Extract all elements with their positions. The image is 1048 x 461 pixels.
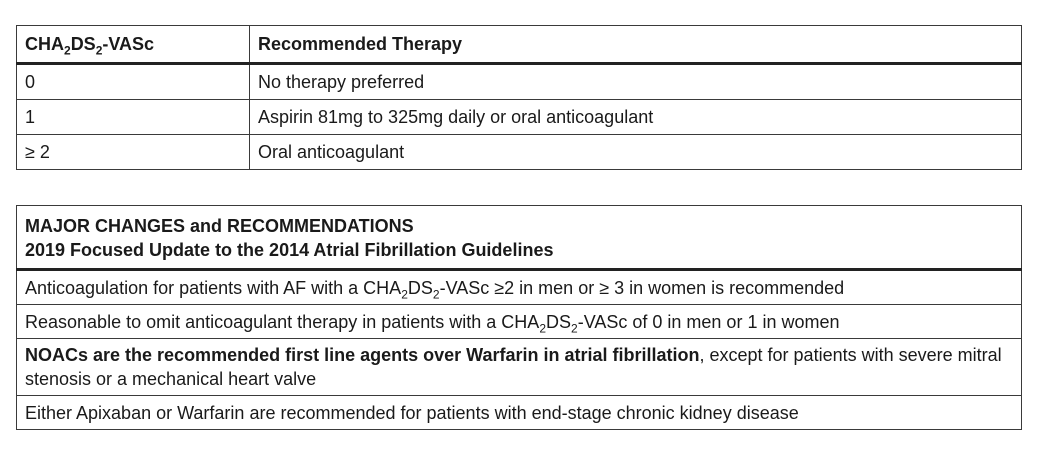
therapy-cell: Oral anticoagulant: [250, 135, 1022, 170]
therapy-by-score-table: [16, 25, 1022, 170]
table-row: [17, 305, 1022, 339]
table-row: [17, 64, 1022, 100]
therapy-column-header: Recommended Therapy: [250, 26, 1022, 64]
score-cell: ≥ 2: [17, 135, 250, 170]
recommendation-cell: NOACs are the recommended first line agents over Warfarin in atrial fibrillation, except for patients with severe mitral stenosis or a mechanical heart valve: [17, 339, 1022, 396]
therapy-cell: Aspirin 81mg to 325mg daily or oral anticoagulant: [250, 100, 1022, 135]
changes-title-line1: MAJOR CHANGES and RECOMMENDATIONS: [25, 216, 414, 236]
table-row: [17, 270, 1022, 305]
table-header-row: [17, 26, 1022, 64]
table-header-row: [17, 206, 1022, 270]
recommendation-cell: Anticoagulation for patients with AF with a $CHA_2DS_2$-VASc ≥2 in men or ≥ 3 in women is recommended: [17, 270, 1022, 305]
table-row: [17, 100, 1022, 135]
score-cell: 1: [17, 100, 250, 135]
table-row: [17, 339, 1022, 396]
therapy-cell: No therapy preferred: [250, 64, 1022, 100]
recommendation-cell: Either Apixaban or Warfarin are recommended for patients with end-stage chronic kidney disease: [17, 396, 1022, 430]
score-column-header: $CHA_2DS_2$-VASc: [17, 26, 250, 64]
major-changes-table: [16, 205, 1022, 430]
score-cell: 0: [17, 64, 250, 100]
changes-title-line2: 2019 Focused Update to the 2014 Atrial Fibrillation Guidelines: [25, 240, 554, 260]
recommendation-cell: Reasonable to omit anticoagulant therapy in patients with a $CHA_2DS_2$-VASc of 0 in men or 1 in women: [17, 305, 1022, 339]
changes-title: [17, 206, 1022, 270]
table-row: [17, 135, 1022, 170]
recommendation-emphasis: NOACs are the recommended first line agents over Warfarin in atrial fibrillation: [25, 345, 700, 365]
table-row: [17, 396, 1022, 430]
